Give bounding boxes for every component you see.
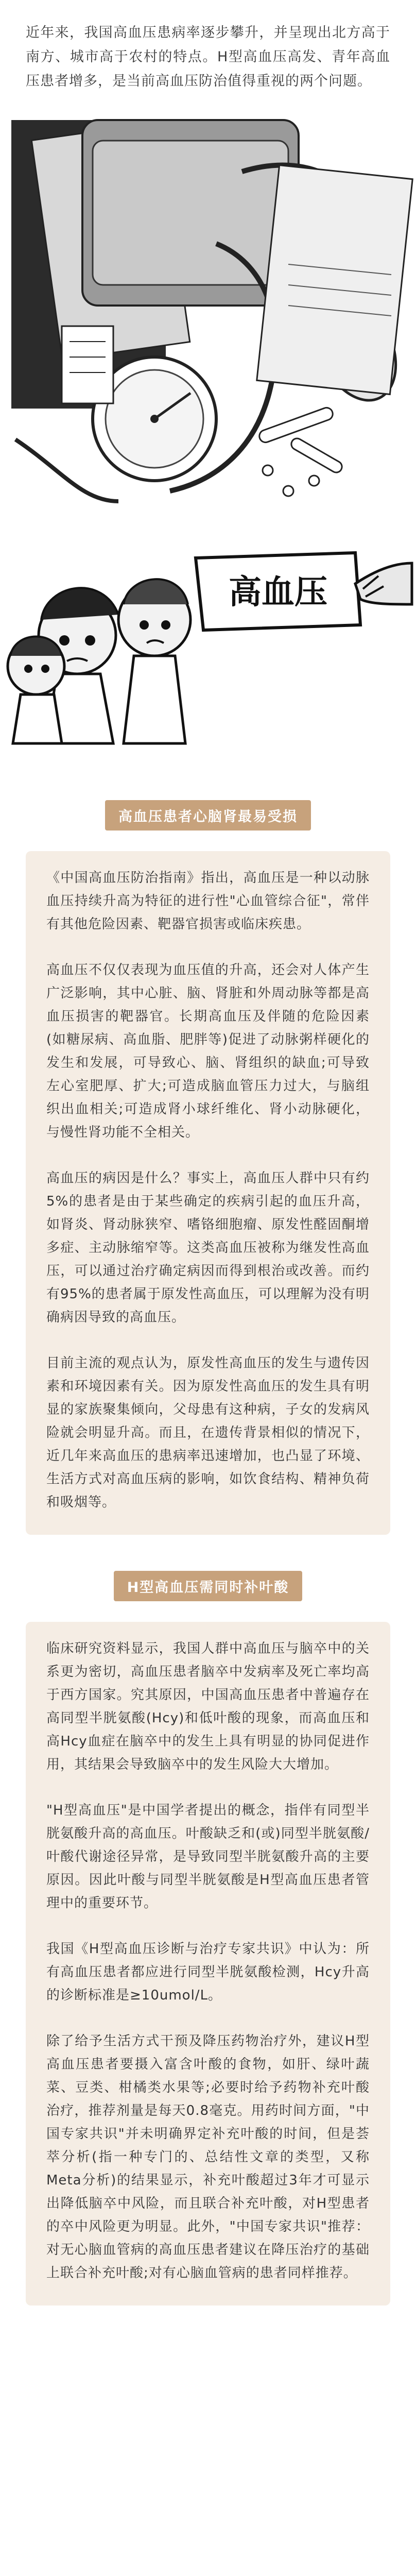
section-1-header [0,800,416,831]
section-2-paragraph: "H型高血压"是中国学者提出的概念，指伴有同型半胱氨酸升高的高血压。叶酸缺乏和(或)同型半胱氨酸/叶酸代谢途径异常，是导致同型半胱氨酸升高的主要原因。因此叶酸与同型半胱氨酸是H型高血压患者管理中的重要环节。 [46,1803,370,1911]
section-2-paragraph: 除了给予生活方式干预及降压药物治疗外，建议H型高血压患者要摄入富含叶酸的食物，如肝、绿叶蔬菜、豆类、柑橘类水果等;必要时给予药物补充叶酸治疗，推荐剂量是每天0.8毫克。用药时间方面，"中国专家共识"并未明确界定补充叶酸的时间，但是荟萃分析(指一种专门的、总结性文章的类型，又称Meta分析)的结果显示，补充叶酸超过3年才可显示出降低脑卒中风险，而且联合补充叶酸，对H型患者的卒中风险更为明显。此外，"中国专家共识"推荐：对无心脑血管病的高血压患者建议在降压治疗的基础上联合补充叶酸;对有心脑血管病的患者同样推荐。 [46,2033,370,2281]
hypertension-illustration [0,110,416,764]
bottom-spacer [0,2326,416,2347]
section-1-card [26,851,390,1535]
section-1-paragraph: 目前主流的观点认为，原发性高血压的发生与遗传因素和环境因素有关。因为原发性高血压的发生具有明显的家族聚集倾向，父母患有这种病，子女的发病风险就会明显升高。而且，在遗传背景相似的情况下，近几年来高血压的患病率迅速增加，也凸显了环境、生活方式对高血压病的影响，如饮食结构、精神负荷和吸烟等。 [46,1355,370,1510]
section-2-title: H型高血压需同时补叶酸 [114,1571,303,1601]
hypertension-sign-drawing [196,553,412,630]
section-2-paragraph: 临床研究资料显示，我国人群中高血压与脑卒中的关系更为密切，高血压患者脑卒中发病率及死亡率均高于西方国家。究其原因，中国高血压患者中普遍存在高同型半胱氨酸(Hcy)和低叶酸的现象，而高血压和高Hcy血症在脑卒中的发生上具有明显的协同促进作用，其结果会导致脑卒中的发生风险大大增加。 [46,1641,370,1772]
section-2-card [26,1622,390,2306]
section-1-paragraph: 《中国高血压防治指南》指出，高血压是一种以动脉血压持续升高为特征的进行性"心血管综合征"，常伴有其他危险因素、靶器官损害或临床疾患。 [46,870,370,932]
section-2-paragraph: 我国《H型高血压诊断与治疗专家共识》中认为：所有高血压患者都应进行同型半胱氨酸检测，Hcy升高的诊断标准是≥10umol/L。 [46,1941,370,2003]
cartoon-people-drawing [8,579,190,743]
section-1-paragraph: 高血压的病因是什么？事实上，高血压人群中只有约5%的患者是由于某些确定的疾病引起的血压升高，如肾炎、肾动脉狭窄、嗜铬细胞瘤、原发性醛固酮增多症、主动脉缩窄等。这类高血压被称为继发性高血压，可以通过治疗确定病因而得到根治或改善。而约有95%的患者属于原发性高血压，可以理解为没有明确病因导致的高血压。 [46,1171,370,1325]
section-2-header [0,1571,416,1601]
section-1-paragraph: 高血压不仅仅表现为血压值的升高，还会对人体产生广泛影响，其中心脏、脑、肾脏和外周动脉等都是高血压损害的靶器官。长期高血压及伴随的危险因素(如糖尿病、高血脂、肥胖等)促进了动脉粥样硬化的发生和发展，可导致心、脑、肾组织的缺血;可导致左心室肥厚、扩大;可造成脑血管压力过大，与脑组织出血相关;可造成肾小球纤维化、肾小动脉硬化，与慢性肾功能不全相关。 [46,962,370,1140]
section-1-title: 高血压患者心脑肾最易受损 [105,800,311,831]
intro-paragraph: 近年来，我国高血压患病率逐步攀升，并呈现出北方高于南方、城市高于农村的特点。H型高血压高发、青年高血压患者增多，是当前高血压防治值得重视的两个问题。 [26,25,390,89]
blood-pressure-cuff-drawing [11,120,412,501]
sign-text: 高血压 [229,573,327,612]
